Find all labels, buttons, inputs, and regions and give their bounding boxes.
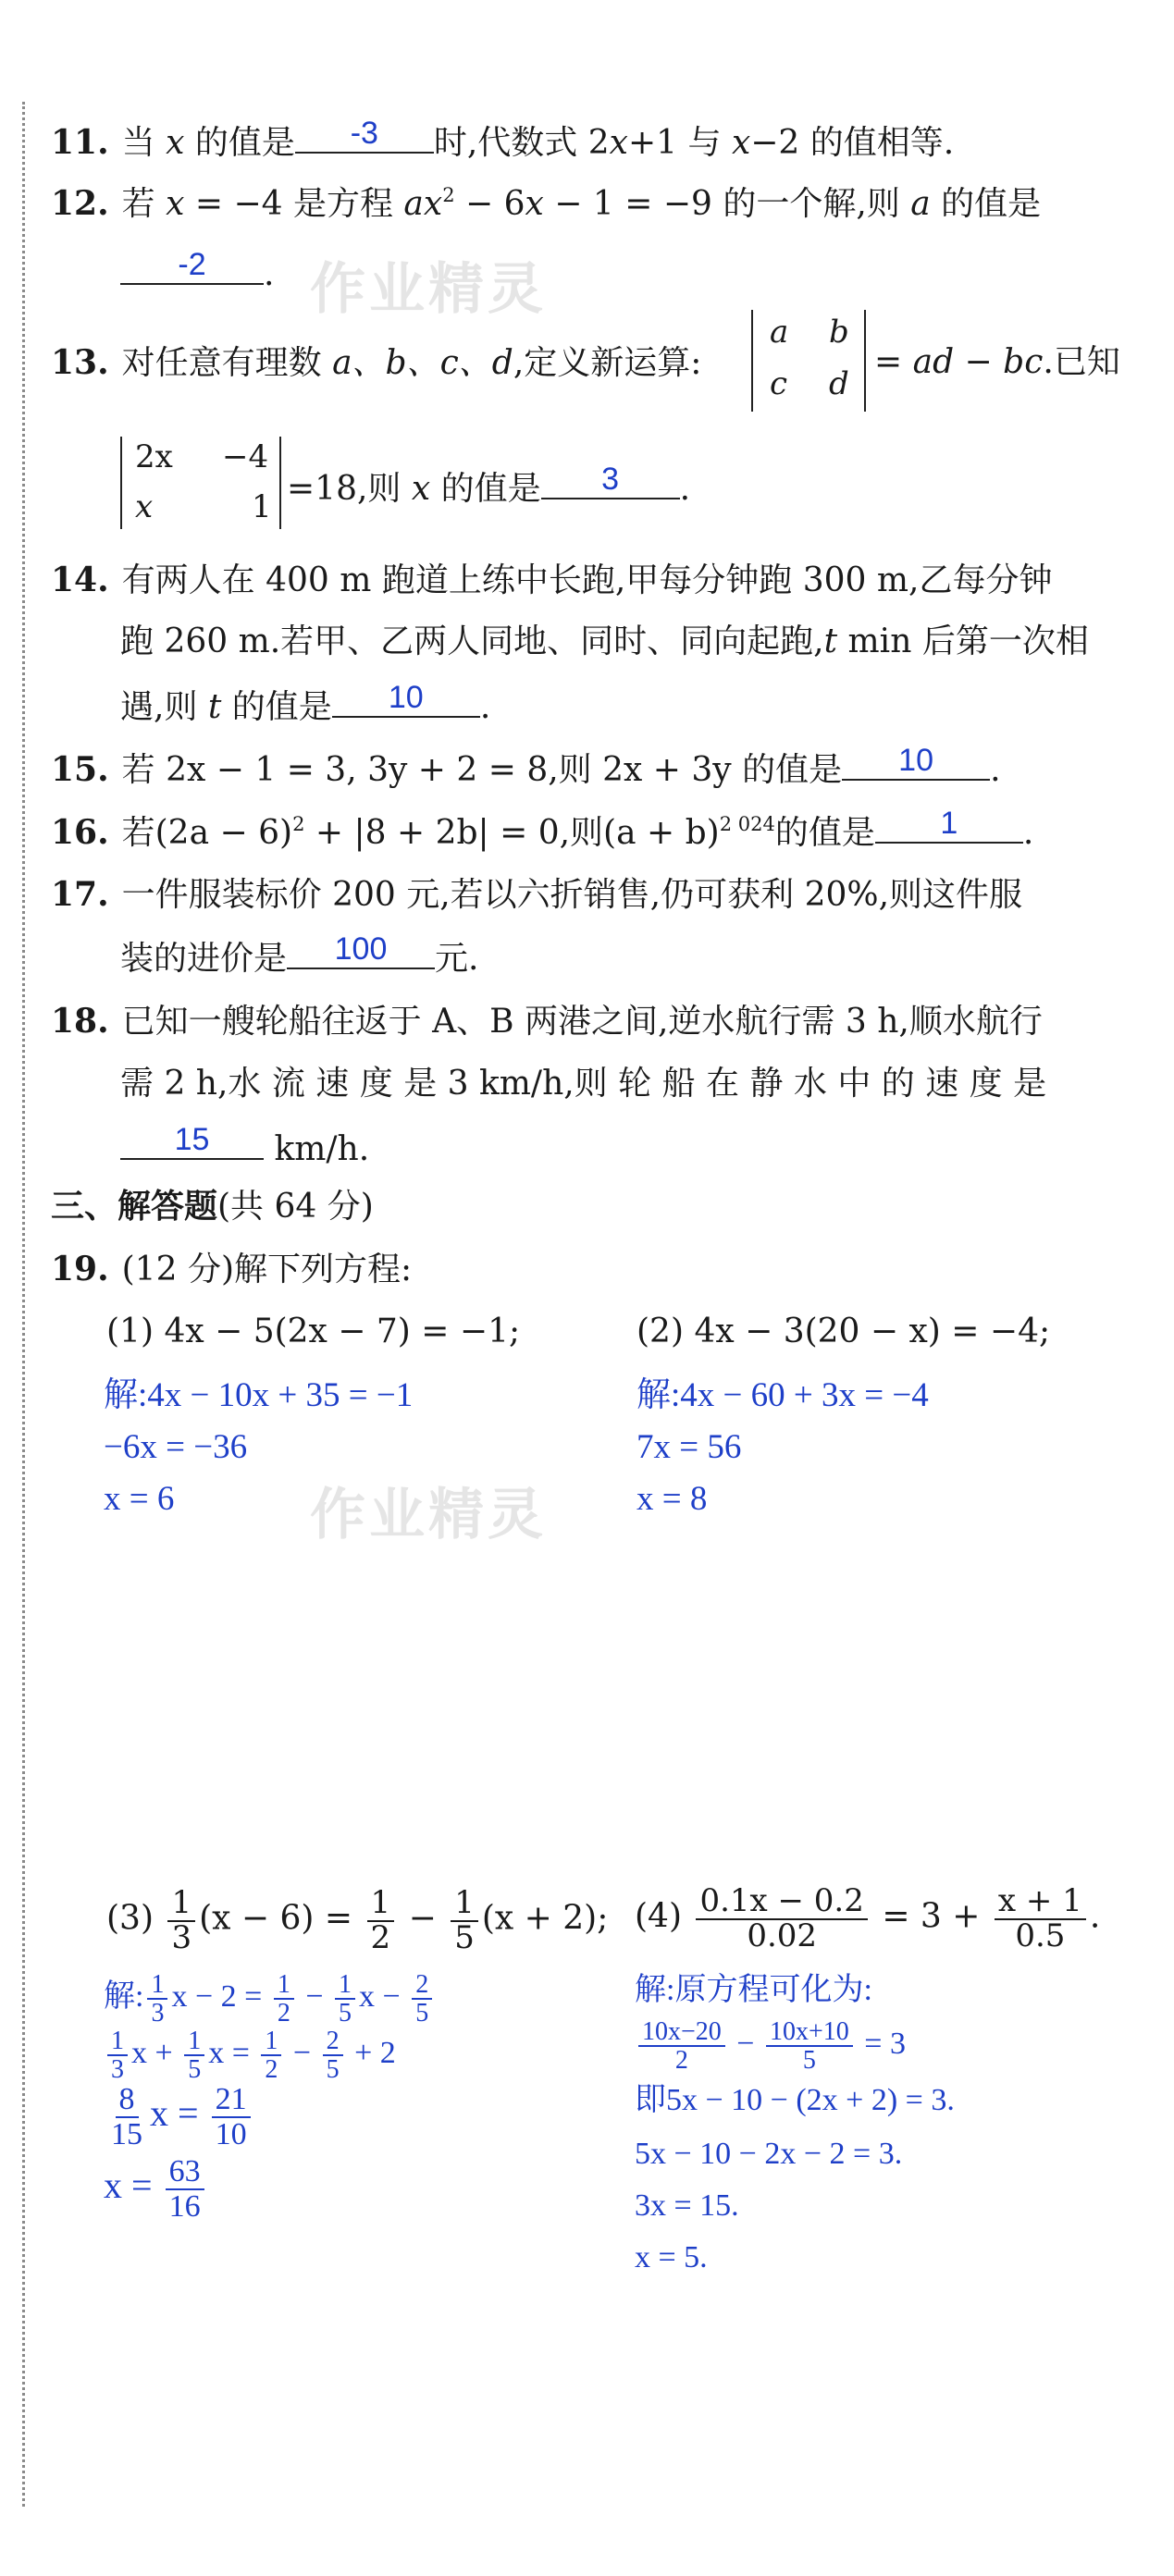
question-13: 13. 对任意有理数 a、b、c、d,定义新运算: [51,343,702,382]
answer-value: -3 [350,116,378,151]
answer-value: -2 [178,247,206,282]
section-heading: 三、解答题(共 64 分) [51,1187,374,1226]
solution-4-line: 解:原方程可化为: [635,1973,872,2007]
watermark: 作业精灵 [310,257,547,322]
question-14-line2: 跑 260 m.若甲、乙两人同地、同时、同向起跑,t min 后第一次相 [120,622,1089,660]
solution-3-line: $\frac{1}{3}$ x + $\frac{1}{5}$ x = $\frac{1}{2}$ − $\frac{2}{5}$ + 2 [104,2028,396,2084]
problem-2: (2) 4x − 3(20 − x) = −4; [636,1313,1051,1350]
answer-value: 3 [601,462,620,497]
solution-4-line: 5x − 10 − 2x − 2 = 3. [635,2137,903,2171]
answer-value: 10 [898,743,933,778]
answer-blank[interactable] [875,806,1023,844]
solution-4-line: x = 5. [635,2240,708,2274]
answer-value: 1 [940,806,958,841]
answer-blank[interactable] [120,247,264,285]
watermark: 作业精灵 [310,1483,547,1547]
problem-3: (3) $\frac{1}{3}$ (x − 6) = $\frac{1}{2}$ − $\frac{1}{5}$ (x + 2); [106,1884,609,1956]
answer-value: 15 [174,1122,210,1157]
solution-3-line: 解: $\frac{1}{3}$ x − 2 = $\frac{1}{2}$ − $\frac{1}{5}$ x − $\frac{2}{5}$ [104,1970,436,2028]
solution-4-line: 即5x − 10 − (2x + 2) = 3. [635,2083,955,2117]
answer-blank[interactable] [287,931,435,969]
solution-1-line: x = 6 [104,1480,175,1518]
question-18-line3: 15 km/h. [120,1127,369,1170]
answer-blank[interactable] [120,1122,264,1160]
question-17-cont: 装的进价是 100 元. [120,936,478,980]
question-17: 17. 一件服装标价 200 元,若以六折销售,仍可获利 20%,则这件服 [51,875,1023,914]
question-18: 18. 已知一艘轮船往返于 A、B 两港之间,逆水航行需 3 h,顺水航行 [51,1002,1043,1041]
determinant-definition: a b c d [751,310,866,412]
question-12: 12. 若 x = −4 是方程 $ax^2 - 6x - 1 = -9$ 的一个解,则 a 的值是 [51,184,1042,223]
answer-blank[interactable] [295,116,434,154]
question-14-line3: 遇,则 t 的值是 10 . [120,684,490,728]
margin-dotted-line [22,102,25,2507]
question-13-cont: =18,则 x 的值是 3 . [287,466,690,510]
solution-4-line: 3x = 15. [635,2188,739,2223]
answer-blank[interactable] [541,462,680,499]
answer-blank[interactable] [332,680,480,718]
question-19: 19. (12 分)解下列方程: [51,1250,413,1288]
answer-value: 100 [334,931,388,967]
answer-value: 10 [388,680,424,715]
solution-3-line: $\frac{8}{15}$ x = $\frac{21}{10}$ [104,2083,254,2151]
question-12-cont: -2 . [120,252,274,295]
solution-3-line: x = $\frac{63}{16}$ [104,2155,208,2223]
problem-4: (4) $\frac{0.1x - 0.2}{0.02}$ = 3 + $\frac{x + 1}{0.5}$ . [635,1882,1101,1954]
question-16: 16. 若$(2a - 6)^2 + |8 + 2b| = 0$,则$(a + b)^{2 024}$的值是 1 . [51,810,1033,857]
problem-1: (1) 4x − 5(2x − 7) = −1; [106,1313,521,1350]
question-14: 14. 有两人在 400 m 跑道上练中长跑,甲每分钟跑 300 m,乙每分钟 [51,561,1053,599]
solution-1-line: −6x = −36 [104,1428,248,1466]
question-11: 11. 当 x 的值是 -3 时,代数式 2x+1 与 x−2 的值相等. [51,120,954,164]
solution-1-line: 解:4x − 10x + 35 = −1 [104,1376,414,1414]
solution-4-line: $\frac{10x-20}{2}$ − $\frac{10x+10}{5}$ = 3 [635,2018,906,2075]
question-15: 15. 若 2x − 1 = 3, 3y + 2 = 8,则 2x + 3y 的值是 10 . [51,747,1001,791]
determinant-given: 2x −4 x 1 [120,437,281,529]
answer-blank[interactable] [842,743,990,781]
solution-2-line: x = 8 [636,1480,708,1518]
solution-2-line: 7x = 56 [636,1428,742,1466]
question-13-rhs: = ad − bc.已知 [874,343,1120,381]
solution-2-line: 解:4x − 60 + 3x = −4 [636,1376,929,1414]
question-18-line2: 需 2 h,水 流 速 度 是 3 km/h,则 轮 船 在 静 水 中 的 速 度 是 [120,1065,1047,1103]
